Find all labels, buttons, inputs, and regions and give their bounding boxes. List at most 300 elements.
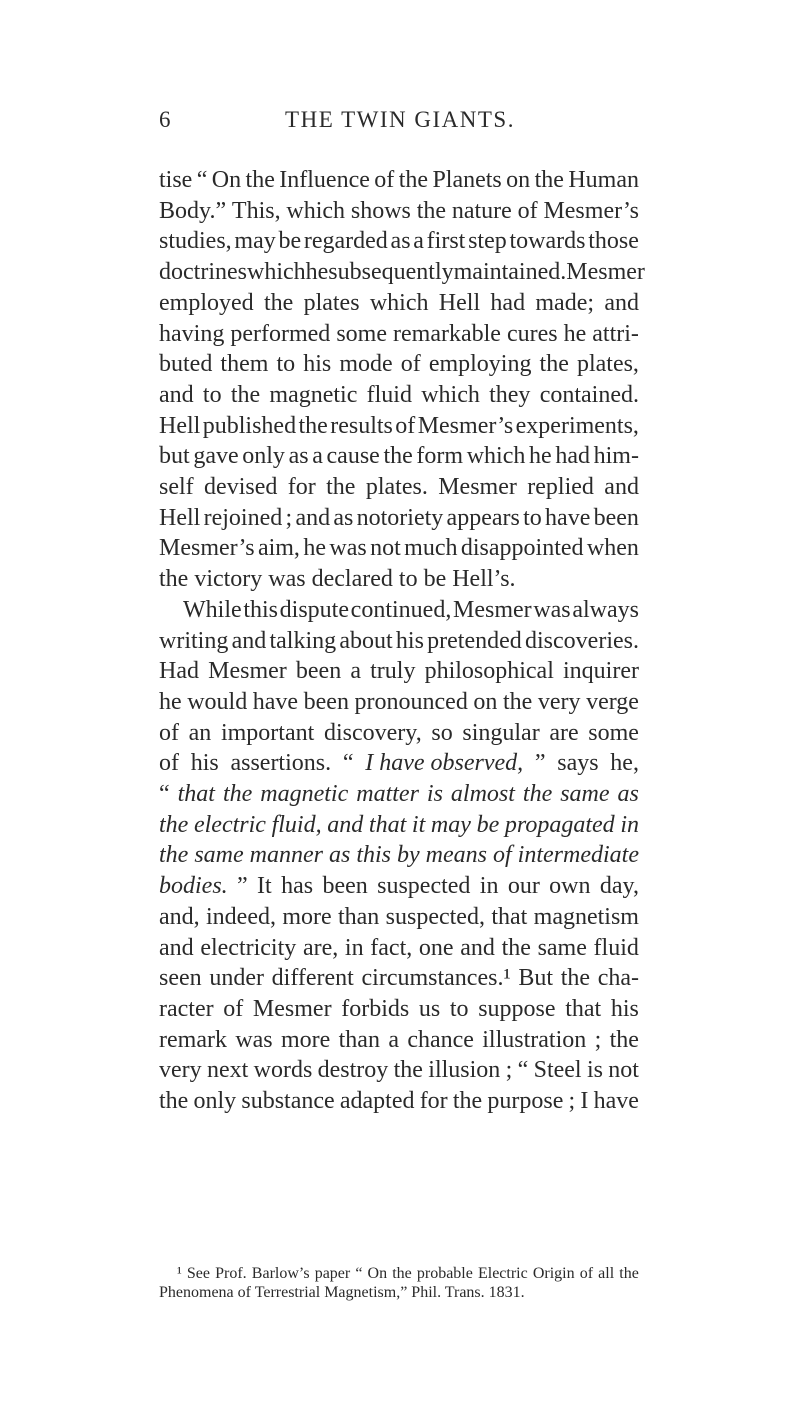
text-line-word: day, — [599, 873, 639, 900]
text-line-word: us — [418, 995, 441, 1022]
text-line-word: ; — [594, 1026, 602, 1053]
text-line-word: had — [490, 289, 526, 316]
text-line-word: as — [333, 504, 354, 531]
text-line-word: an — [188, 719, 212, 746]
text-line — [159, 472, 639, 503]
text-line-word: had — [555, 443, 590, 470]
text-line-word: the — [502, 688, 533, 715]
text-line-word: have — [545, 504, 591, 531]
text-line-word: rejoined — [203, 504, 283, 531]
text-line — [159, 687, 639, 718]
text-line-word: and, — [159, 903, 200, 930]
text-line-word: doctrines — [159, 259, 247, 286]
text-line-word: the — [159, 811, 189, 838]
text-line-word: and — [231, 627, 267, 654]
text-line-word: “ — [196, 167, 208, 193]
text-line-word: means — [425, 842, 487, 869]
footnote-line-word: paper — [314, 1265, 351, 1282]
text-line-word: for — [419, 1088, 448, 1115]
text-line-word: that — [491, 903, 528, 930]
text-line-word: made; — [535, 289, 595, 316]
page-number: 6 — [159, 107, 172, 132]
text-line-word: tise — [159, 167, 193, 193]
text-line-word: this — [356, 842, 392, 869]
text-line-word: verge — [586, 688, 639, 715]
text-line-word: may — [234, 228, 276, 255]
text-line-word: in — [620, 811, 639, 838]
text-line-word: the — [245, 167, 275, 193]
footnote — [159, 1264, 639, 1302]
text-line-word: as — [390, 228, 411, 255]
text-line-word: Body.” — [159, 197, 227, 224]
text-line-word: mode — [339, 351, 393, 378]
text-line-word: important — [220, 719, 315, 746]
text-line-word: he — [529, 443, 552, 470]
text-line-word: plates. — [365, 474, 428, 501]
text-line-word: so — [431, 719, 453, 746]
footnote-line-word: Electric — [477, 1265, 528, 1282]
text-line-word: propagated — [504, 811, 615, 838]
text-line-word: are — [549, 719, 579, 746]
text-line-word: indeed, — [206, 903, 276, 930]
text-line-word: contained. — [539, 381, 639, 408]
text-line-word: destroy — [317, 1057, 389, 1084]
text-line-word: towards — [509, 228, 586, 255]
text-line-word: it — [411, 811, 426, 838]
text-line-word: notoriety — [356, 504, 444, 531]
text-line-word: Mesmer — [566, 259, 645, 286]
text-line-word: for — [287, 474, 316, 501]
text-line-word: Had — [159, 658, 199, 685]
text-line-word: buted — [159, 351, 213, 378]
text-line-word: but — [159, 443, 190, 470]
text-line-word: magnetism — [533, 903, 639, 930]
text-line-word: he — [303, 535, 326, 562]
text-line-word: be — [278, 228, 302, 255]
text-line-word: has — [281, 873, 314, 900]
text-line-word: discovery, — [323, 719, 422, 746]
text-line-word: very — [159, 1057, 202, 1084]
text-line — [159, 288, 639, 319]
text-line-word: fluid — [366, 381, 412, 408]
text-line — [159, 871, 639, 902]
text-line — [159, 411, 639, 442]
text-line-word: been — [322, 873, 368, 900]
text-line-word: his — [303, 351, 332, 378]
text-line-word: assertions. — [230, 750, 332, 777]
text-line-word: pronounced — [354, 688, 468, 715]
text-line-word: may — [430, 811, 471, 838]
text-line-word: On — [211, 167, 242, 193]
text-line-word: chance — [407, 1026, 474, 1053]
text-line-word: ; — [285, 504, 293, 531]
text-line-word: results — [330, 412, 393, 439]
text-line-word: circumstances.¹ — [361, 965, 511, 992]
text-line-word: the — [159, 842, 189, 869]
text-line-word: plates, — [576, 351, 639, 378]
text-line-word: having — [159, 320, 225, 347]
text-line-word: employing — [428, 351, 532, 378]
text-line-word: a — [312, 443, 323, 470]
text-line-word: Mesmer — [438, 474, 517, 501]
text-line-word: “ — [342, 750, 354, 777]
text-line-word: first — [426, 228, 466, 255]
text-line-word: electric — [193, 811, 266, 838]
text-line-word: of — [223, 995, 244, 1022]
text-line — [159, 503, 639, 534]
text-line-word: Mesmer — [452, 596, 532, 623]
text-line-word: disappointed — [460, 535, 584, 562]
text-line-word: more — [282, 903, 332, 930]
text-line — [159, 564, 639, 595]
text-line-word: bodies. — [159, 873, 228, 900]
text-line-word: discoveries. — [525, 627, 639, 654]
text-line-word: have — [593, 1088, 639, 1115]
text-line-word: illusion — [428, 1057, 501, 1084]
text-line-word: singular — [462, 719, 540, 746]
text-line-word: one — [418, 934, 454, 961]
text-line-word: only — [242, 443, 285, 470]
text-line-word: his — [190, 750, 219, 777]
text-line-word: the — [539, 351, 569, 378]
text-line-word: which — [466, 443, 526, 470]
text-line-word: and — [159, 381, 194, 408]
running-title: THE TWIN GIANTS. — [285, 107, 515, 132]
text-line-word: as — [617, 781, 639, 808]
text-line-word: of — [395, 412, 416, 439]
text-line-word: are, — [302, 934, 339, 961]
text-line-word: different — [271, 965, 354, 992]
text-line — [159, 196, 639, 227]
text-line-word: suspected — [377, 873, 471, 900]
text-line-word: “ — [159, 781, 170, 808]
text-line-word: plates — [303, 289, 360, 316]
text-line — [159, 933, 639, 964]
text-line-word: electricity — [200, 934, 297, 961]
text-line-word: same — [194, 842, 244, 869]
text-line-word: on — [473, 688, 498, 715]
text-line-word: Mesmer — [252, 995, 332, 1022]
text-line-word: the — [326, 474, 356, 501]
text-line-word: which — [246, 259, 306, 286]
text-line-word: talking — [269, 627, 337, 654]
text-line-word: But — [518, 965, 554, 992]
footnote-line-word: the — [619, 1265, 639, 1282]
text-line-word: the — [230, 381, 261, 408]
text-line-word: subsequently — [328, 259, 454, 286]
text-line-word: inquirer — [563, 658, 639, 685]
text-line-word: than — [337, 903, 380, 930]
body-text — [159, 165, 645, 1117]
text-line — [159, 1055, 639, 1086]
text-line-word: very — [537, 688, 581, 715]
text-line-word: devised — [204, 474, 278, 501]
text-line-word: and — [295, 504, 331, 531]
text-line-word: writing — [159, 627, 229, 654]
text-line-word: and — [460, 934, 495, 961]
text-line-word: the — [393, 1057, 423, 1084]
text-line-word: fluid — [593, 934, 639, 961]
text-line-word: magnetic — [269, 381, 358, 408]
text-line-word: self — [159, 474, 194, 501]
text-line-word: same — [560, 781, 610, 808]
footnote-line-word: Barlow’s — [251, 1265, 310, 1282]
text-line-word: attri- — [592, 320, 639, 347]
text-line-word: and — [604, 474, 639, 501]
text-line — [159, 656, 639, 687]
text-line-word: that — [565, 995, 602, 1022]
text-line-word: only — [193, 1088, 237, 1115]
text-line-word: and — [159, 934, 194, 961]
text-line-word: he, — [610, 750, 639, 777]
text-line-word: remark — [159, 1026, 227, 1053]
text-line-word: manner — [249, 842, 323, 869]
text-line-word: of — [159, 719, 179, 746]
text-line-word: Steel — [533, 1057, 582, 1084]
text-line — [159, 840, 639, 871]
text-line-word: to — [202, 381, 222, 408]
text-line-word: a — [388, 1026, 399, 1053]
text-line-word: gave — [193, 443, 239, 470]
text-line — [159, 595, 639, 626]
text-line-word: Influence — [279, 167, 370, 193]
text-line-word: a — [350, 658, 361, 685]
text-line-word: maintained. — [453, 259, 567, 286]
text-line-word: they — [489, 381, 531, 408]
footnote-line-word: Origin — [532, 1265, 575, 1282]
text-line-word: Hell — [159, 504, 201, 531]
footnote-line-word: See — [186, 1265, 211, 1282]
text-line-word: cause — [326, 443, 380, 470]
text-line — [159, 380, 639, 411]
text-line-word: the — [534, 167, 564, 193]
text-line-word: the — [263, 289, 294, 316]
text-line — [159, 226, 639, 257]
text-line-word: fact, — [370, 934, 413, 961]
text-line — [159, 748, 639, 779]
text-line-word: suppose — [478, 995, 556, 1022]
text-line-word: It — [257, 873, 272, 900]
text-line-word: than — [338, 1026, 380, 1053]
text-line-word: the — [501, 934, 531, 961]
text-line-word: and — [327, 811, 364, 838]
text-line-word: some — [588, 719, 639, 746]
text-line-word: as — [328, 842, 351, 869]
text-line-word: philosophical — [424, 658, 554, 685]
text-line-word: which — [286, 197, 346, 224]
text-line-word: step — [468, 228, 507, 255]
text-line-word: would — [187, 688, 248, 715]
text-line-word: regarded — [303, 228, 388, 255]
text-line-word: the — [298, 412, 328, 439]
text-line-word: which — [421, 381, 480, 408]
text-line — [159, 626, 639, 657]
text-line-word: he — [159, 688, 182, 715]
text-line-word: Mesmer — [208, 658, 287, 685]
text-line-word: his — [395, 627, 424, 654]
text-line-word: about — [339, 627, 393, 654]
footnote-line-word: probable — [416, 1265, 473, 1282]
footnote-line-word: Prof. — [215, 1265, 247, 1282]
text-line-word: the — [522, 781, 553, 808]
footnote-line — [159, 1283, 639, 1302]
text-line-word: dispute — [279, 596, 349, 623]
text-line-word: of — [159, 750, 179, 777]
text-line-word: some — [336, 320, 387, 347]
text-line-word: the victory was declared to be Hell’s. — [159, 566, 516, 593]
text-line-word: of — [400, 351, 421, 378]
text-line — [159, 1086, 639, 1117]
text-line-word: them — [220, 351, 269, 378]
text-line — [159, 1025, 639, 1056]
text-line-word: Hell — [438, 289, 481, 316]
text-line — [159, 257, 645, 288]
text-line — [159, 533, 639, 564]
text-line-word: the — [609, 1026, 639, 1053]
text-line-word: not — [608, 1057, 639, 1084]
text-line-word: ; — [568, 1088, 576, 1115]
text-line-word: be — [476, 811, 500, 838]
text-line-word: was — [329, 535, 367, 562]
text-line-word: those — [588, 228, 639, 255]
text-line-word: same — [537, 934, 587, 961]
text-line-word: Hell — [159, 412, 201, 439]
text-line — [159, 165, 639, 196]
footnote-line-word: of — [579, 1265, 594, 1282]
text-line-word: replied — [527, 474, 594, 501]
text-line-word: cures — [506, 320, 558, 347]
text-line-word: Mesmer’s — [417, 412, 514, 439]
text-line-word: racter — [159, 995, 214, 1022]
text-line-word: published — [202, 412, 297, 439]
text-line-word: under — [209, 965, 264, 992]
text-line-word: magnetic — [260, 781, 349, 808]
footnote-line-word: On — [367, 1265, 388, 1282]
text-line-word: of — [517, 197, 538, 224]
footnote-line-word: all — [598, 1265, 615, 1282]
text-line-word: which — [369, 289, 429, 316]
text-line-word: Human — [568, 167, 639, 193]
text-line-word: substance — [241, 1088, 335, 1115]
text-line-word: on — [506, 167, 531, 193]
text-line-word: is — [426, 781, 443, 808]
text-line-word: adapted — [339, 1088, 415, 1115]
text-line-word: have — [252, 688, 299, 715]
text-line-word: been — [303, 688, 349, 715]
text-line — [159, 994, 639, 1025]
footnote-line-word: “ — [355, 1265, 363, 1282]
text-line-word: that — [177, 781, 215, 808]
text-line-word: own — [549, 873, 591, 900]
text-line-word: continued, — [350, 596, 452, 623]
text-line-word: been — [593, 504, 639, 531]
text-line-word: Mesmer’s — [159, 535, 255, 562]
text-line-word: of — [493, 842, 512, 869]
text-line-word: nature — [451, 197, 512, 224]
text-line-word: aim, — [257, 535, 300, 562]
text-line — [159, 902, 639, 933]
text-line-word: the — [222, 781, 253, 808]
text-line-word: was — [235, 1026, 273, 1053]
text-line-word: I — [580, 1088, 589, 1115]
text-line-word: form — [416, 443, 464, 470]
text-line-word: intermediate — [517, 842, 639, 869]
text-line-word: While — [183, 596, 242, 623]
text-line-word: the — [159, 1088, 189, 1115]
text-line-word: studies, — [159, 228, 232, 255]
footnote-line — [159, 1264, 639, 1283]
text-line-word: to — [449, 995, 469, 1022]
text-line-word: experiments, — [515, 412, 639, 439]
text-line-word: shows — [350, 197, 411, 224]
text-line-word: his — [610, 995, 639, 1022]
text-line-word: is — [586, 1057, 603, 1084]
text-line-word: fluid, — [271, 811, 322, 838]
text-line-word: he — [563, 320, 587, 347]
text-line-word: more — [280, 1026, 331, 1053]
text-line-word: Planets — [432, 167, 502, 193]
text-line-word: as — [288, 443, 309, 470]
text-line-word: him- — [593, 443, 639, 470]
text-line-word: employed — [159, 289, 254, 316]
text-line-word: was — [533, 596, 571, 623]
text-line-word: by — [397, 842, 420, 869]
text-line-word: in — [479, 873, 499, 900]
text-line-word: performed — [230, 320, 331, 347]
text-line-word: the — [452, 1088, 483, 1115]
text-line-word: ” — [534, 750, 546, 777]
text-line — [159, 319, 639, 350]
text-line-word: this — [243, 596, 278, 623]
text-line-word: the — [398, 167, 429, 193]
text-line-word: cha- — [597, 965, 639, 992]
text-line-word: our — [507, 873, 540, 900]
text-line-word: suspected, — [385, 903, 485, 930]
text-line-word: remarkable — [393, 320, 501, 347]
text-line-word: a — [413, 228, 424, 255]
text-line-word: “ — [517, 1057, 529, 1084]
text-line-word: and — [604, 289, 639, 316]
text-line-word: been — [295, 658, 342, 685]
text-line-word: the — [416, 197, 447, 224]
text-line-word: almost — [450, 781, 515, 808]
text-line-word: the — [383, 443, 413, 470]
text-line-word: seen — [159, 965, 202, 992]
text-line-word: not — [370, 535, 401, 562]
text-line — [159, 963, 639, 994]
text-line — [159, 810, 639, 841]
text-line-word: he — [305, 259, 329, 286]
text-line-word: that — [368, 811, 407, 838]
text-line-word: illustration — [482, 1026, 587, 1053]
text-line-word: This, — [231, 197, 281, 224]
text-line-word: the — [560, 965, 591, 992]
text-line-word: ; — [505, 1057, 513, 1084]
text-line — [159, 441, 639, 472]
text-line-word: when — [586, 535, 639, 562]
footnote-line-word: ¹ — [177, 1265, 182, 1282]
text-line-word: Mesmer’s — [543, 197, 639, 224]
text-line-word: ” — [237, 873, 248, 900]
text-line-word: purpose — [487, 1088, 564, 1115]
footnote-line-word: the — [392, 1265, 412, 1282]
text-line-word: of — [374, 167, 395, 193]
text-line-word: says — [557, 750, 599, 777]
text-line-word: I have observed, — [365, 750, 524, 777]
text-line — [159, 779, 639, 810]
text-line-word: always — [572, 596, 639, 623]
text-line-word: forbids — [341, 995, 410, 1022]
